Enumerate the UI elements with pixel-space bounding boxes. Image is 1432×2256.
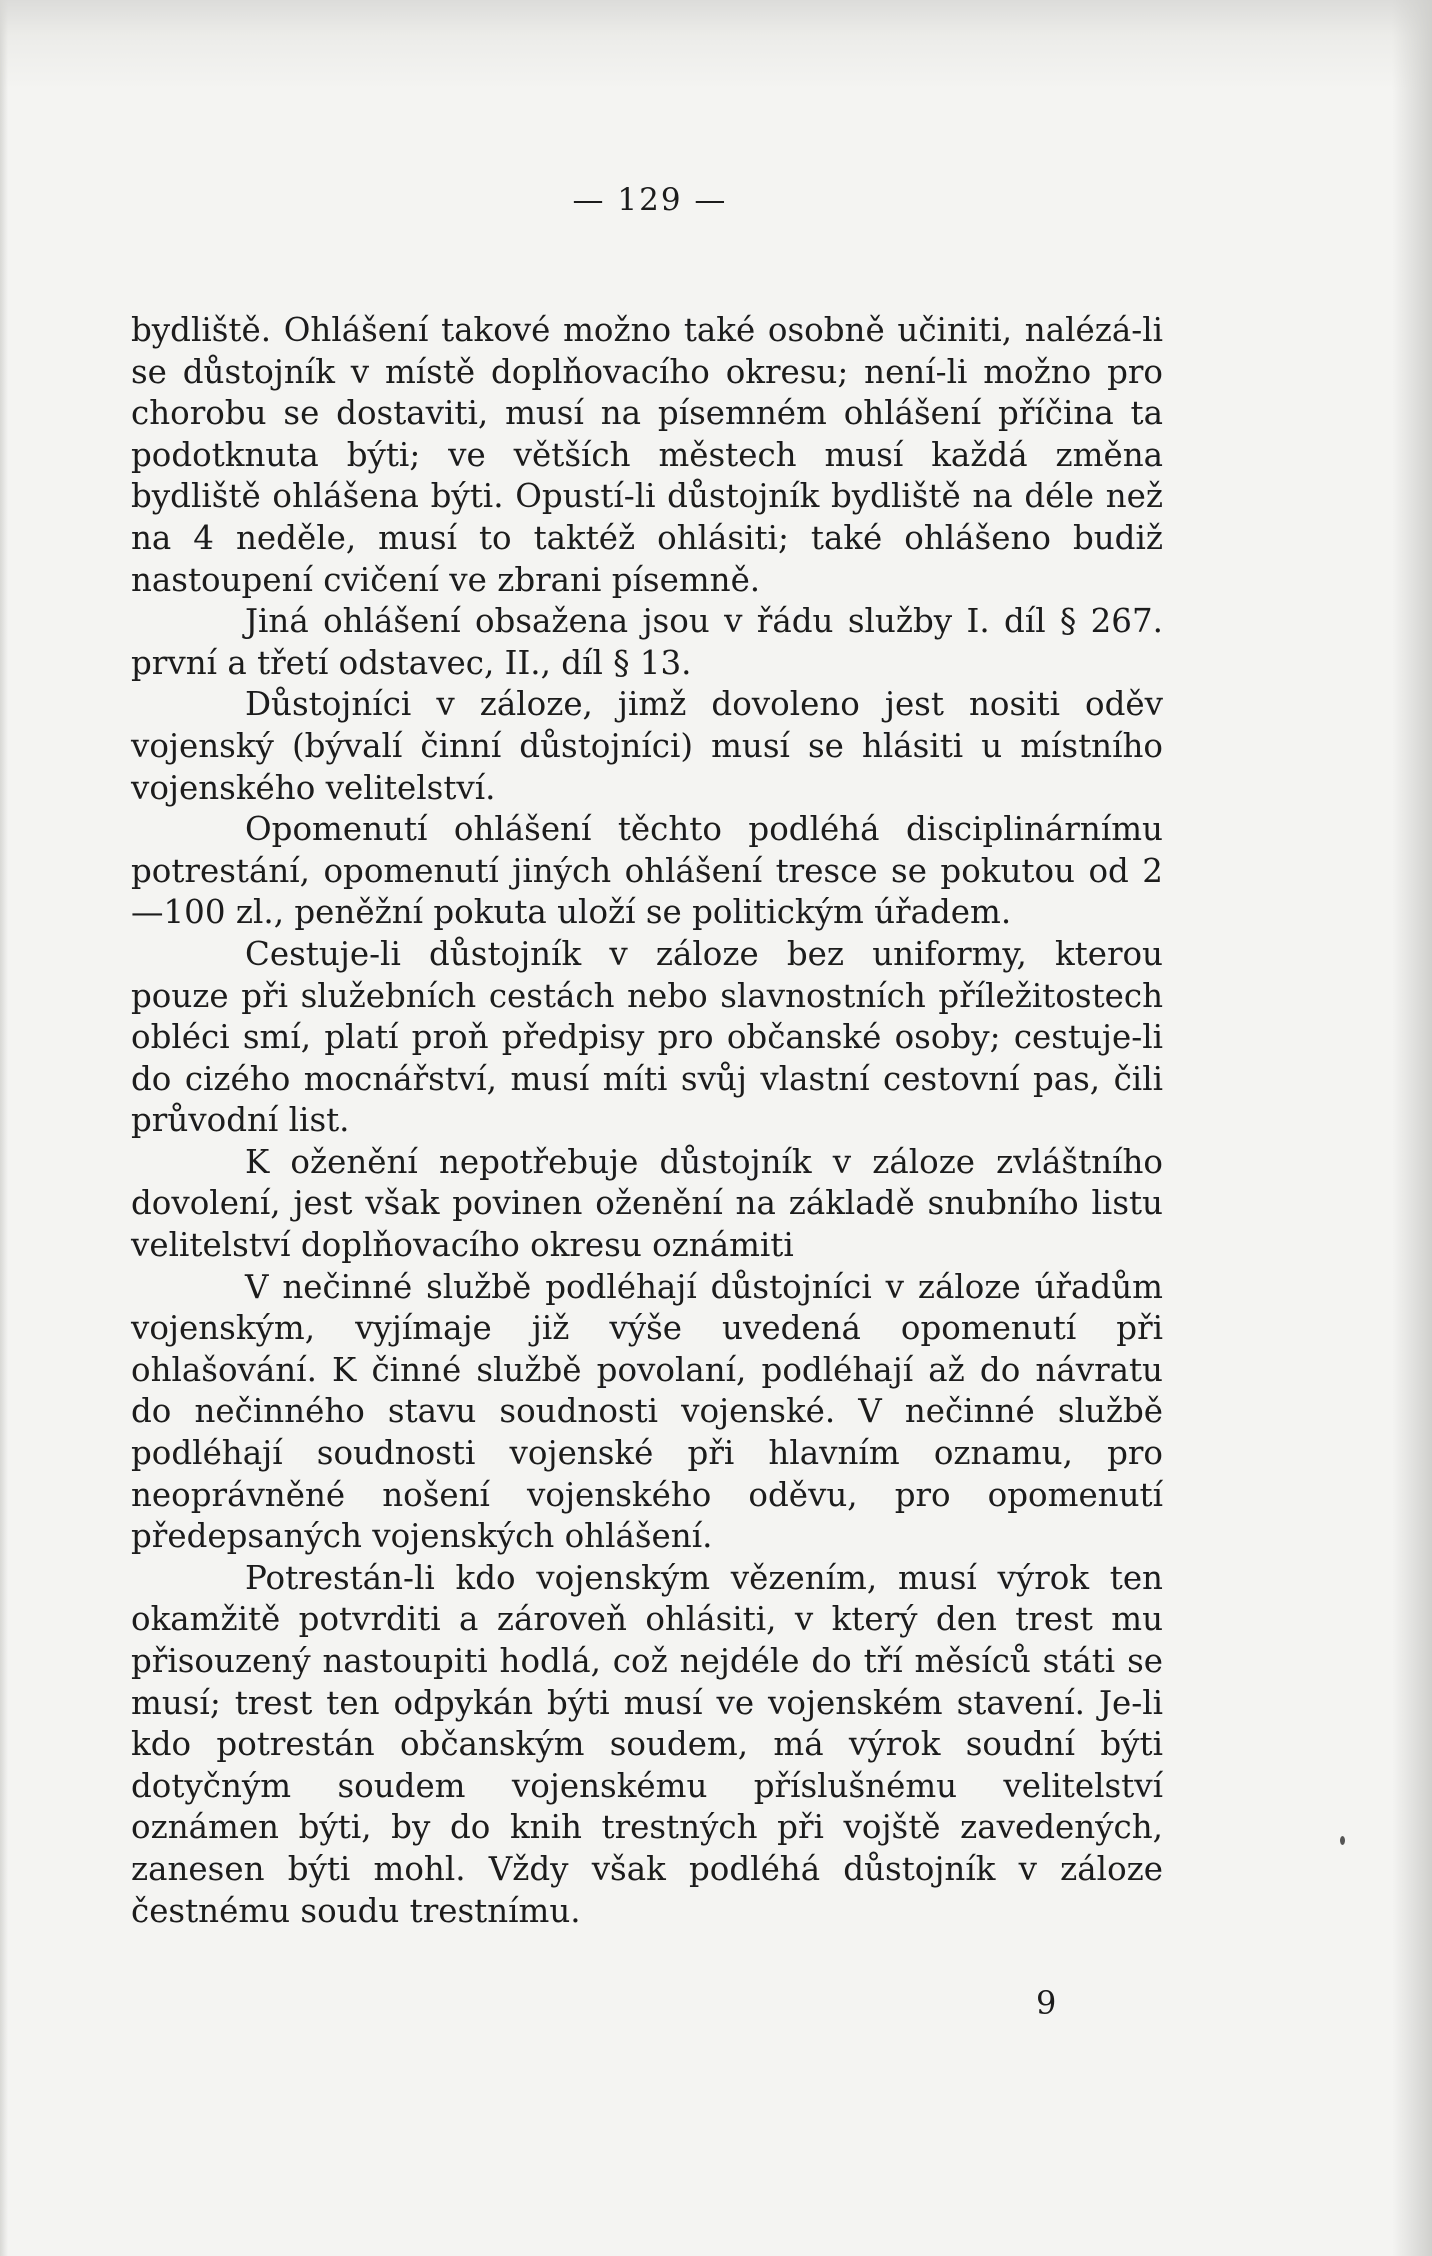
scan-shadow-top	[0, 0, 1432, 90]
paragraph-1: bydliště. Ohlášení takové možno také osobně učiniti, nalézá-li se důstojník v místě doplňovacího okresu; není-li možno pro chorobu se dostaviti, musí na písemném ohlášení příčina ta podotknuta býti; ve větších městech musí každá změna bydliště ohlášena býti. Opustí-li důstojník bydliště na déle než na 4 neděle, musí to taktéž ohlásiti; také ohlášeno budiž nastoupení cvičení ve zbrani písemně.	[131, 311, 1163, 599]
paragraph-8: Potrestán-li kdo vojenským vězením, musí výrok ten okamžitě potvrditi a zároveň ohlásiti, v který den trest mu přisouzený nastoupiti hodlá, což nejdéle do tří měsíců státi se musí; trest ten odpykán býti musí ve vojenském stavení. Je-li kdo potrestán občanským soudem, má výrok soudní býti dotyčným soudem vojenskému příslušnému velitelství oznámen býti, by do knih trestných při vojště zavedených, zanesen býti mohl. Vždy však podléhá důstojník v záloze čestnému soudu trestnímu.	[131, 1558, 1163, 1930]
paragraph-6: K oženění nepotřebuje důstojník v záloze zvláštního dovolení, jest však povinen oženění na základě snubního listu velitelství doplňovacího okresu oznámiti	[131, 1142, 1163, 1265]
scan-shadow-right	[1392, 0, 1432, 2256]
paragraph-7: V nečinné službě podléhají důstojníci v záloze úřadům vojenským, vyjímaje již výše uvedená opomenutí při ohlašování. K činné službě povolaní, podléhají až do návratu do nečinného stavu soudnosti vojenské. V nečinné službě podléhají soudnosti vojenské při hlavním oznamu, pro neoprávněné nošení vojenského oděvu, pro opomenutí předepsaných vojenských ohlášení.	[131, 1267, 1163, 1556]
scan-shadow-left	[0, 0, 8, 2256]
page-body	[131, 310, 1163, 1932]
page-number-header: — 129 —	[572, 182, 728, 218]
signature-mark: 9	[1036, 1984, 1057, 2022]
paragraph-4: Opomenutí ohlášení těchto podléhá disciplinárnímu potrestání, opomenutí jiných ohlášení tresce se pokutou od 2—100 zl., peněžní pokuta uloží se politickým úřadem.	[131, 810, 1163, 932]
paragraph-3: Důstojníci v záloze, jimž dovoleno jest nositi oděv vojenský (bývalí činní důstojníci) musí se hlásiti u místního vojenského velitelství.	[131, 685, 1163, 807]
paragraph-2: Jiná ohlášení obsažena jsou v řádu služby I. díl § 267. první a třetí odstavec, II., díl § 13.	[131, 602, 1163, 682]
ink-speck	[1340, 1836, 1345, 1845]
paragraph-5: Cestuje-li důstojník v záloze bez uniformy, kterou pouze při služebních cestách nebo slavnostních příležitostech obléci smí, platí proň předpisy pro občanské osoby; cestuje-li do cizého mocnářství, musí míti svůj vlastní cestovní pas, čili průvodní list.	[131, 934, 1163, 1140]
